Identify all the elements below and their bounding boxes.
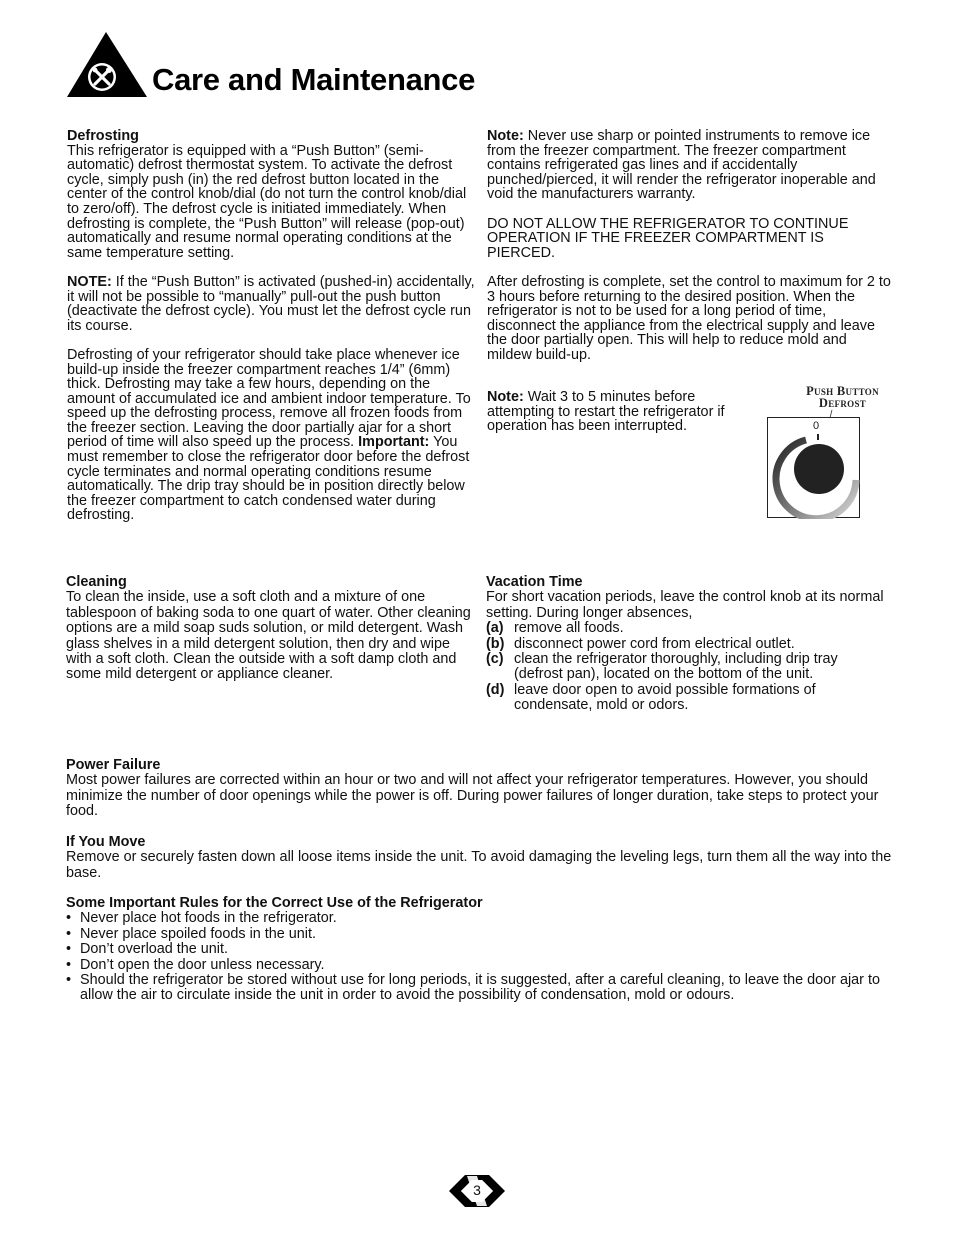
if-you-move-text: Remove or securely fasten down all loose items inside the unit. To avoid damaging the leveling legs, turn them all the way into the base. [66, 849, 892, 881]
list-item [486, 683, 886, 714]
power-failure-section [66, 758, 896, 820]
item-label: (d) [486, 681, 505, 698]
rules-section [66, 896, 896, 1004]
list-item [486, 637, 886, 652]
note-text: Wait 3 to 5 minutes before attempting to restart the refrigerator if operation has been interrupted. [487, 389, 725, 435]
note-label: Note: [487, 389, 524, 405]
list-item: • Don’t overload the unit. [66, 942, 896, 957]
item-text: disconnect power cord from electrical outlet. [514, 635, 795, 652]
vacation-intro: For short vacation periods, leave the control knob at its normal setting. During longer absences, [486, 589, 884, 621]
defrosting-guidance [67, 348, 477, 523]
if-you-move-section [66, 835, 896, 881]
sharp-instruments-note [487, 129, 892, 202]
item-label: (c) [486, 651, 504, 668]
vacation-heading: Vacation Time [486, 574, 583, 590]
page-number: 3 [473, 1182, 481, 1198]
pierced-warning: DO NOT ALLOW THE REFRIGERATOR TO CONTINUE OPERATION IF THE FREEZER COMPARTMENT IS PIERCED. [487, 215, 849, 261]
note-text: If the “Push Button” is activated (pushed-in) accidentally, it will not be possible to “manually” pull-out the push button (deactivate the defrost cycle). You must let the defrost cycle run its course. [67, 273, 475, 334]
important-text: You must remember to close the refrigerator door before the defrost cycle terminates and normal operating conditions resume automatically. The drip tray should be in position directly below the freezer compartment to catch condensed water during defrosting. [67, 434, 470, 524]
right-column [487, 129, 892, 363]
item-text: leave door open to avoid possible formations of condensate, mold or odors. [514, 681, 816, 714]
rules-list [66, 911, 896, 1003]
list-item [486, 621, 886, 636]
list-item: • Don’t open the door unless necessary. [66, 958, 896, 973]
list-item: • Never place spoiled foods in the unit. [66, 927, 896, 942]
defrosting-note [67, 275, 477, 333]
note-label: Note: [487, 128, 524, 144]
note-label: NOTE: [67, 273, 112, 290]
tools-icon [66, 31, 148, 99]
list-item: • Should the refrigerator be stored without use for long periods, it is suggested, after a careful cleaning, to leave the door ajar to allow the air to circulate inside the unit in order to avoid the possibility of condensation, mold or odours. [66, 973, 896, 1004]
if-you-move-heading: If You Move [66, 834, 146, 850]
guidance-text: Defrosting of your refrigerator should take place whenever ice build-up inside the freezer compartment reaches 1/4” (6mm) thick. Defrosting may take a few hours, depending on the amount of accumulated ice and ambient indoor temperature. To speed up the defrosting process, remove all frozen foods from the freezer section. Leaving the door partially ajar for a short period of time will also speed up the process. [67, 346, 471, 451]
cleaning-heading: Cleaning [66, 574, 127, 590]
list-item [486, 652, 886, 683]
item-text: remove all foods. [514, 620, 624, 637]
restart-note [487, 390, 757, 434]
item-text: clean the refrigerator thoroughly, including drip tray (defrost pan), located on the bottom of the unit. [514, 651, 838, 683]
page-title: Care and Maintenance [152, 62, 476, 97]
knob-caption-line1: Push Button [806, 384, 879, 398]
cleaning-text: To clean the inside, use a soft cloth and a mixture of one tablespoon of baking soda to one quart of water. Other cleaning options are a mild soap suds solution, or mild detergent. Wash glass shelves in a mild detergent solution, then dry and wipe with a soft cloth. Clean the outside with a soft damp cloth and some mild detergent or appliance cleaner. [66, 589, 471, 683]
knob-caption [790, 385, 895, 409]
item-label: (b) [486, 635, 505, 652]
power-failure-heading: Power Failure [66, 757, 161, 773]
cleaning-section [66, 575, 474, 683]
rules-heading: Some Important Rules for the Correct Use of the Refrigerator [66, 895, 483, 911]
knob-caption-line2: Defrost [818, 396, 867, 410]
power-failure-text: Most power failures are corrected within an hour or two and will not affect your refrigerator temperatures. However, you should minimize the number of door openings while the power is off. During power failures of longer duration, take steps to protect your food. [66, 772, 879, 820]
defrosting-paragraph: This refrigerator is equipped with a “Push Button” (semi-automatic) defrost thermostat system. To activate the defrost cycle, simply push (in) the red defrost button located in the center of the control knob/dial (do not turn the control knob/dial to zero/off). The defrost cycle is initiated immediately. When defrosting is complete, the “Push Button” will release (pop-out) automatically and resume normal operating conditions at the same temperature setting. [67, 142, 467, 261]
defrosting-section [67, 129, 477, 523]
note-text: Never use sharp or pointed instruments to remove ice from the freezer compartment. The freezer compartment contains refrigerated gas lines and if accidentally punched/pierced, it will render the refrigerator inoperable and void the manufacturers warranty. [487, 128, 876, 203]
item-label: (a) [486, 620, 504, 637]
important-label: Important: [358, 434, 430, 451]
defrosting-heading: Defrosting [67, 128, 139, 144]
list-item: • Never place hot foods in the refrigerator. [66, 911, 896, 926]
after-defrosting-text: After defrosting is complete, set the control to maximum for 2 to 3 hours before returning to the desired position. When the refrigerator is not to be used for a long period of time, disconnect the appliance from the electrical supply and leave the door partially open. This will help to reduce mold and mildew build-up. [487, 273, 891, 363]
control-knob-figure [767, 417, 860, 518]
vacation-section [486, 575, 886, 714]
control-knob-icon [768, 418, 861, 519]
knob-zero-mark: 0 [813, 420, 820, 432]
